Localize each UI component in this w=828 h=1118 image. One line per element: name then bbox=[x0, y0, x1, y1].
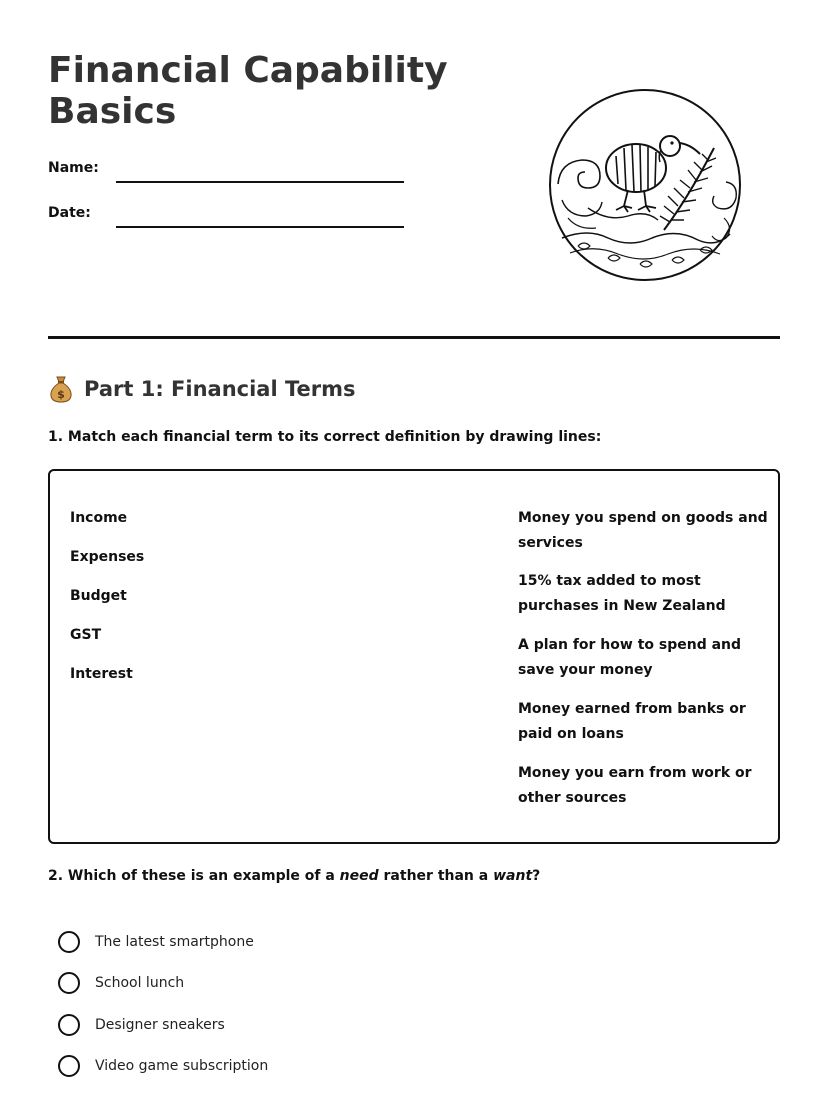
matching-box bbox=[48, 469, 780, 844]
kiwi-emblem-logo bbox=[548, 88, 742, 282]
option-smartphone[interactable] bbox=[58, 930, 254, 954]
question-2-prompt-middle: rather than a bbox=[378, 868, 494, 884]
section-heading-text: Part 1: Financial Terms bbox=[84, 377, 356, 401]
question-2-prompt-start: 2. Which of these is an example of a bbox=[48, 868, 340, 884]
question-2-need-word: need bbox=[339, 868, 379, 884]
question-1-prompt: 1. Match each financial term to its correct definition by drawing lines: bbox=[48, 429, 602, 445]
radio-button[interactable] bbox=[58, 1014, 80, 1036]
definition-2[interactable]: 15% tax added to most purchases in New Zealand bbox=[518, 573, 726, 614]
date-label: Date: bbox=[48, 205, 91, 221]
radio-button[interactable] bbox=[58, 1055, 80, 1077]
option-school-lunch[interactable] bbox=[58, 971, 184, 995]
definition-1[interactable]: Money you spend on goods and services bbox=[518, 510, 768, 551]
term-gst[interactable]: GST bbox=[70, 627, 102, 643]
option-label: Video game subscription bbox=[95, 1058, 269, 1074]
section-divider bbox=[48, 336, 780, 339]
name-field[interactable] bbox=[116, 181, 404, 183]
name-label: Name: bbox=[48, 160, 99, 176]
term-income[interactable]: Income bbox=[70, 510, 128, 526]
section-heading bbox=[48, 373, 355, 405]
question-2-prompt-end: ? bbox=[532, 868, 541, 884]
page-title: Financial Capability Basics bbox=[48, 50, 448, 132]
option-label: School lunch bbox=[95, 975, 185, 991]
question-2-want-word: want bbox=[493, 868, 533, 884]
definition-3[interactable]: A plan for how to spend and save your money bbox=[518, 637, 742, 678]
option-label: Designer sneakers bbox=[95, 1017, 225, 1033]
radio-button[interactable] bbox=[58, 972, 80, 994]
question-2-prompt bbox=[48, 868, 540, 884]
option-video-game-subscription[interactable] bbox=[58, 1054, 268, 1078]
definition-5[interactable]: Money you earn from work or other sources bbox=[518, 765, 752, 806]
option-designer-sneakers[interactable] bbox=[58, 1013, 225, 1037]
radio-button[interactable] bbox=[58, 931, 80, 953]
term-budget[interactable]: Budget bbox=[70, 588, 127, 604]
option-label: The latest smartphone bbox=[95, 934, 254, 950]
money-bag-icon bbox=[48, 375, 74, 403]
term-interest[interactable]: Interest bbox=[70, 666, 133, 682]
definition-4[interactable]: Money earned from banks or paid on loans bbox=[518, 701, 746, 742]
term-expenses[interactable]: Expenses bbox=[70, 549, 145, 565]
svg-text:$: $ bbox=[57, 388, 65, 401]
date-field[interactable] bbox=[116, 226, 404, 228]
